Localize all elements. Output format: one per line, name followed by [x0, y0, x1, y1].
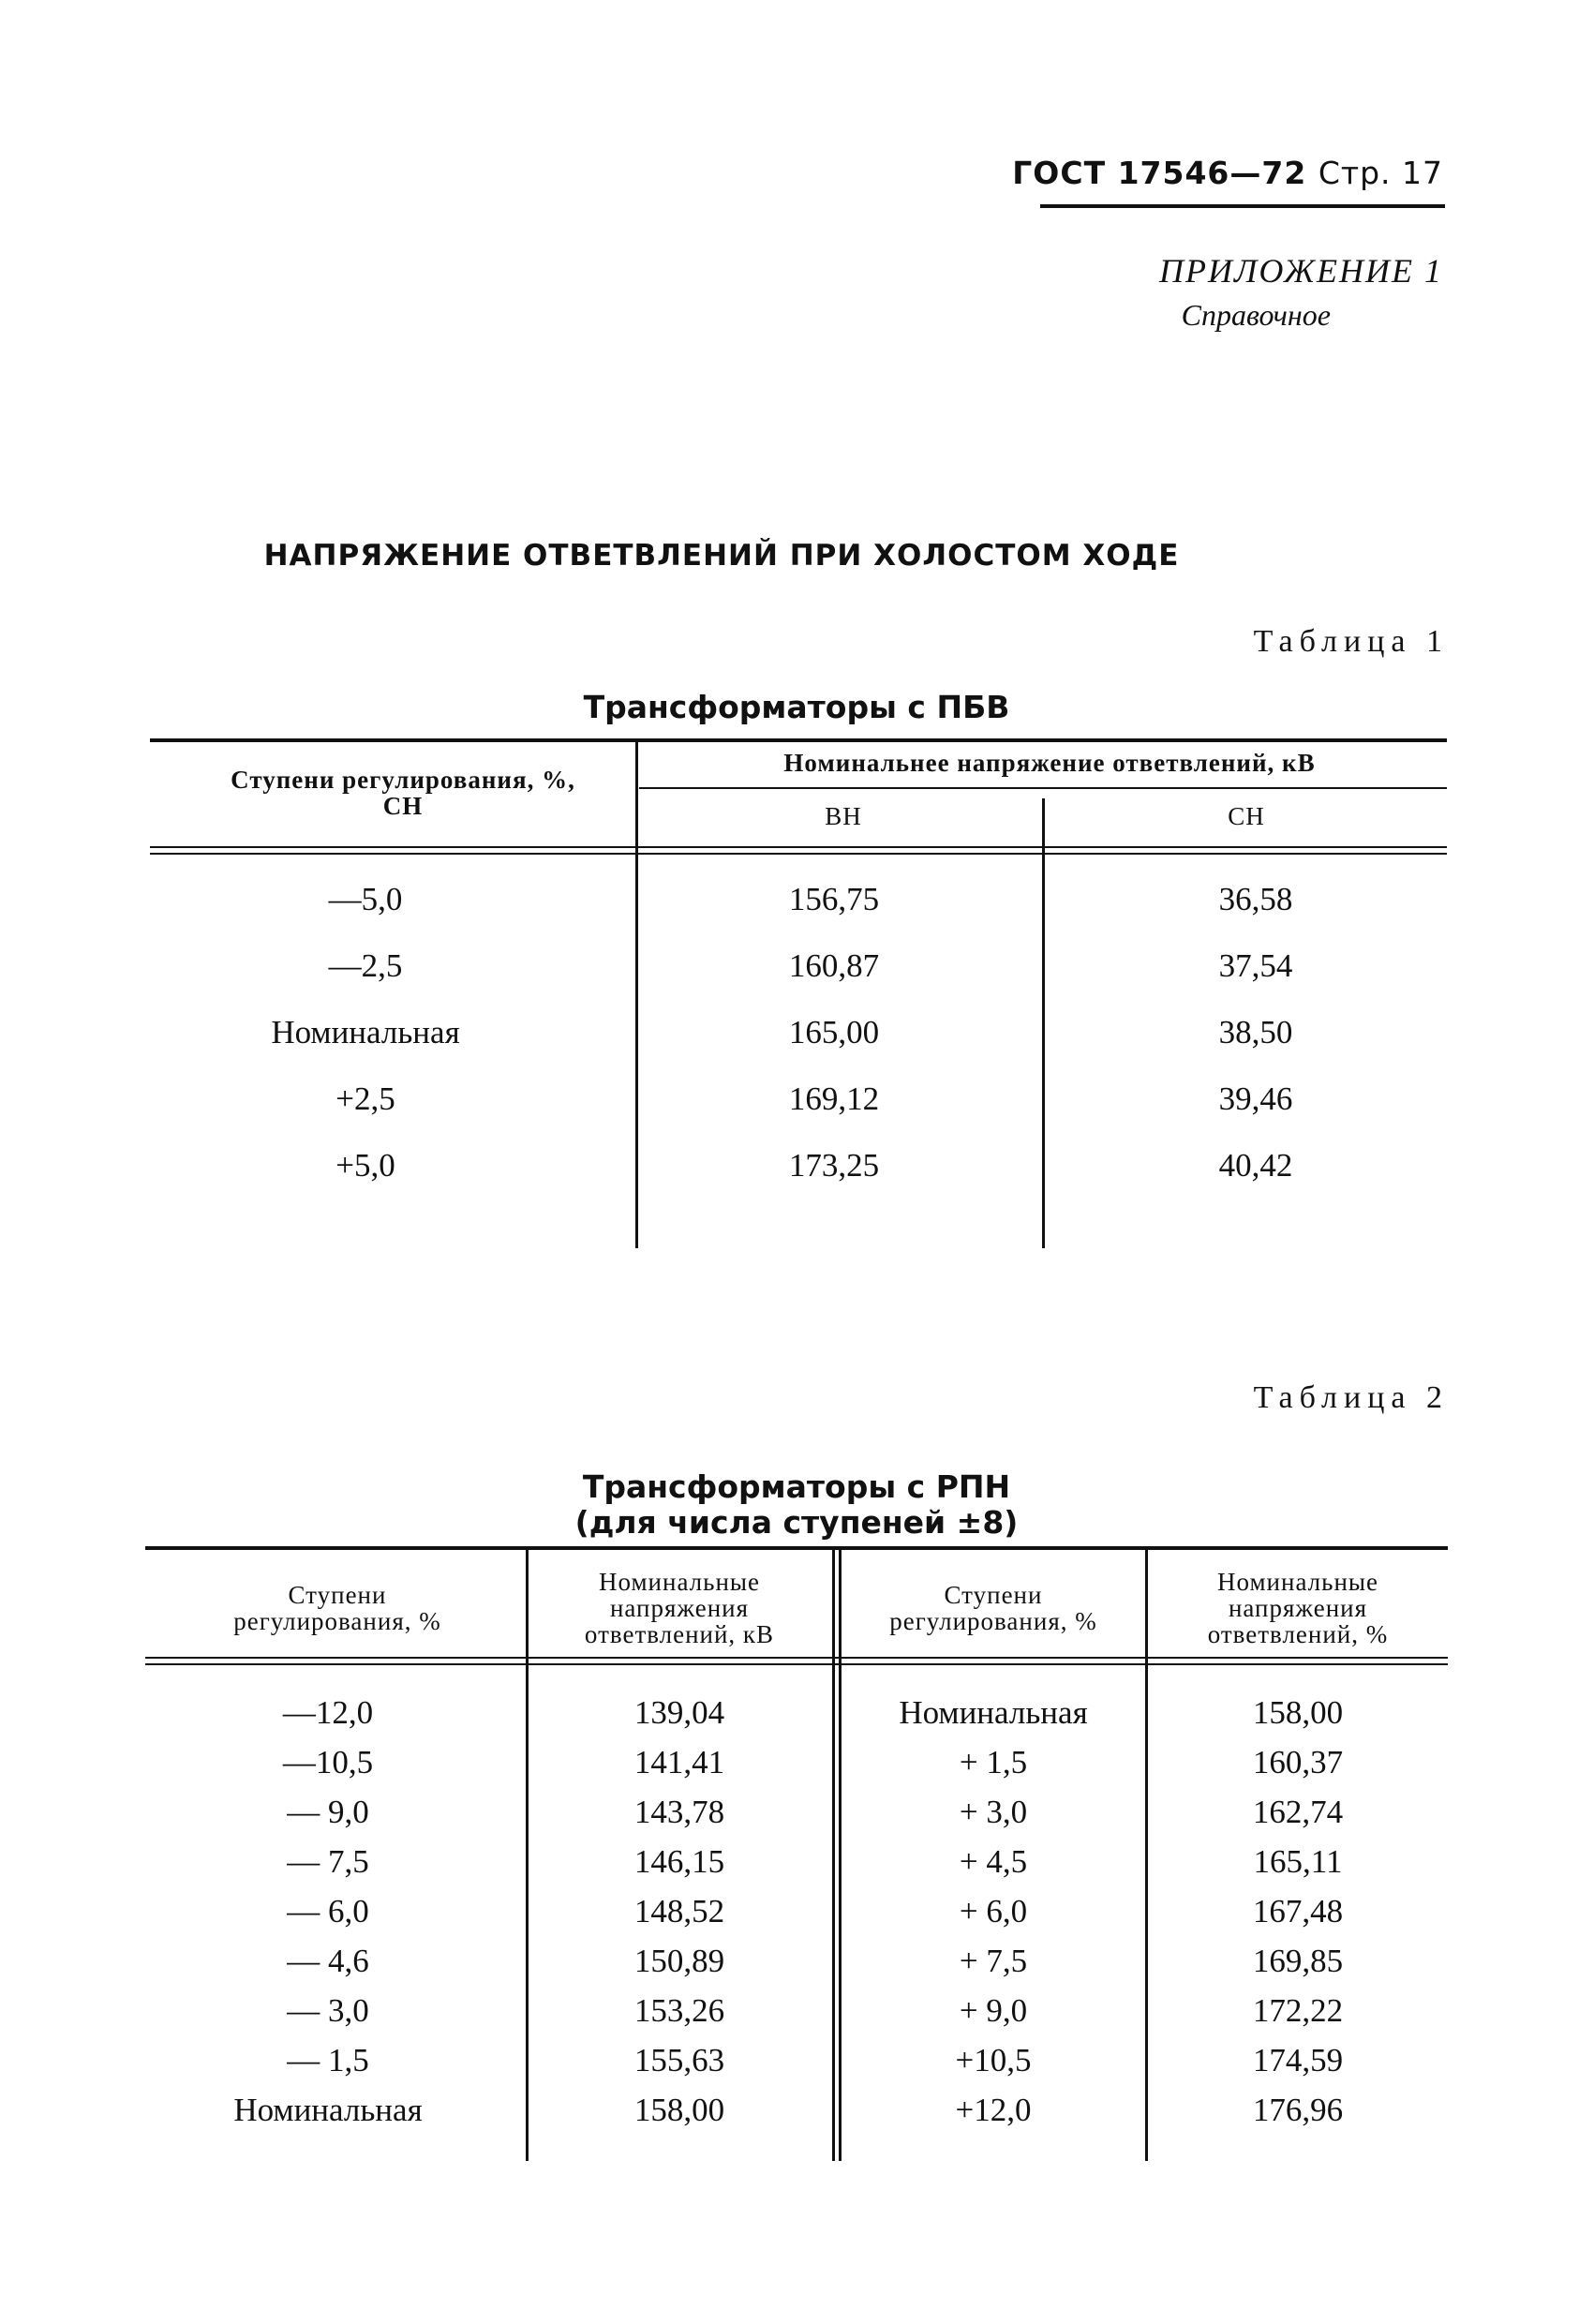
table2-step1: —10,5 [282, 1744, 374, 1780]
table2-step2: + 6,0 [959, 1893, 1028, 1929]
appendix-title: ПРИЛОЖЕНИЕ 1 [1159, 252, 1443, 290]
table2-value2: 160,37 [1252, 1744, 1344, 1780]
table2-title [422, 1469, 1171, 1541]
table2-col1: Ступени регулирования, % [233, 1581, 441, 1635]
table2-label: Таблица 2 [1253, 1380, 1449, 1415]
table2-value1: 139,04 [633, 1694, 725, 1731]
page-number: Стр. 17 [1318, 155, 1443, 191]
table2-value2: 158,00 [1252, 1694, 1344, 1731]
table1-col-group: Номинальнее напряжение ответвлений, кВ [783, 749, 1316, 777]
table1-header-subrule [639, 787, 1447, 789]
table2-step1: — 3,0 [287, 1992, 369, 2029]
table2-value1: 143,78 [633, 1794, 725, 1830]
table2-title-line2: (для числа ступеней ±8) [574, 1504, 1019, 1541]
table1-vn: 165,00 [788, 1014, 880, 1050]
table2-step2: Номинальная [899, 1694, 1088, 1731]
table1-label: Таблица 1 [1253, 624, 1449, 659]
table2-value2: 165,11 [1253, 1843, 1343, 1880]
table2-value2: 162,74 [1252, 1794, 1344, 1830]
table2-divider-1 [526, 1550, 529, 2161]
table2-value1: 153,26 [633, 1992, 725, 2029]
table2-value1: 155,63 [633, 2042, 725, 2078]
header-rule [1040, 204, 1445, 208]
table1-sn: 37,54 [1218, 947, 1293, 984]
table1-vn: 160,87 [788, 947, 880, 984]
appendix-subtitle: Справочное [1181, 298, 1331, 332]
table1-divider-2 [1042, 798, 1045, 1248]
table2-col3: Ступени регулирования, % [889, 1581, 1097, 1635]
table2-value1: 146,15 [633, 1843, 725, 1880]
table1-sn: 36,58 [1218, 881, 1293, 917]
table1-header-bottom-rule2 [150, 853, 1447, 855]
table1-sn: 38,50 [1218, 1014, 1293, 1050]
table2-step1: — 9,0 [287, 1794, 369, 1830]
table2-col2: Номинальные напряжения ответвлений, кВ [584, 1568, 775, 1648]
table1-col-vn: ВН [825, 802, 862, 830]
table2-top-rule [145, 1546, 1448, 1550]
table2-divider-2a [832, 1550, 835, 2161]
table2-step2: +10,5 [955, 2042, 1032, 2078]
table2-value2: 174,59 [1252, 2042, 1344, 2078]
table1-sn: 39,46 [1218, 1080, 1293, 1117]
table2-step1: — 4,6 [287, 1943, 369, 1979]
table2-step2: + 4,5 [959, 1843, 1028, 1880]
table2-step1: — 6,0 [287, 1893, 369, 1929]
table1-step: Номинальная [271, 1014, 460, 1050]
table2-value2: 167,48 [1252, 1893, 1344, 1929]
table1-step: +2,5 [335, 1080, 395, 1117]
table2-value2: 176,96 [1252, 2092, 1344, 2128]
table1-col-sn: СН [1228, 802, 1265, 830]
table2-step2: + 1,5 [959, 1744, 1028, 1780]
table2-step1: — 7,5 [287, 1843, 369, 1880]
table2-step2: + 7,5 [959, 1943, 1028, 1979]
table1-header-bottom-rule [150, 846, 1447, 848]
table2-value2: 172,22 [1252, 1992, 1344, 2029]
table1-vn: 169,12 [788, 1080, 880, 1117]
table2-step1: — 1,5 [287, 2042, 369, 2078]
section-title: НАПРЯЖЕНИЕ ОТВЕТВЛЕНИЙ ПРИ ХОЛОСТОМ ХОДЕ [263, 539, 1180, 573]
table1-title: Трансформаторы с ПБВ [583, 689, 1010, 725]
page-header [937, 155, 1443, 191]
table2-step2: + 9,0 [959, 1992, 1028, 2029]
table1-vn: 156,75 [788, 881, 880, 917]
table2-divider-2b [839, 1550, 842, 2161]
standard-number: ГОСТ 17546—72 [1012, 155, 1307, 191]
table2-value1: 158,00 [633, 2092, 725, 2128]
table2-title-line1: Трансформаторы с РПН [582, 1468, 1011, 1505]
table2-header-bottom-rule2 [145, 1663, 1448, 1665]
table2-step2: + 3,0 [959, 1794, 1028, 1830]
table1-step: —2,5 [328, 947, 403, 984]
table2-step2: +12,0 [955, 2092, 1032, 2128]
table2-step1: Номинальная [233, 2092, 423, 2128]
table1-step: —5,0 [328, 881, 403, 917]
table1-step: +5,0 [335, 1147, 395, 1184]
table2-value1: 141,41 [633, 1744, 725, 1780]
table2-divider-3 [1145, 1550, 1148, 2161]
table2-col4: Номинальные напряжения ответвлений, % [1207, 1568, 1389, 1648]
table1-col-step: Ступени регулирования, %, СН [231, 766, 575, 820]
table2-header-bottom-rule [145, 1657, 1448, 1659]
table2-value1: 148,52 [633, 1893, 725, 1929]
table2-step1: —12,0 [282, 1694, 374, 1731]
table2-value1: 150,89 [633, 1943, 725, 1979]
table1-top-rule [150, 738, 1447, 742]
table2-value2: 169,85 [1252, 1943, 1344, 1979]
table1-sn: 40,42 [1218, 1147, 1293, 1184]
table1-vn: 173,25 [788, 1147, 880, 1184]
table1-divider-1 [635, 742, 638, 1248]
